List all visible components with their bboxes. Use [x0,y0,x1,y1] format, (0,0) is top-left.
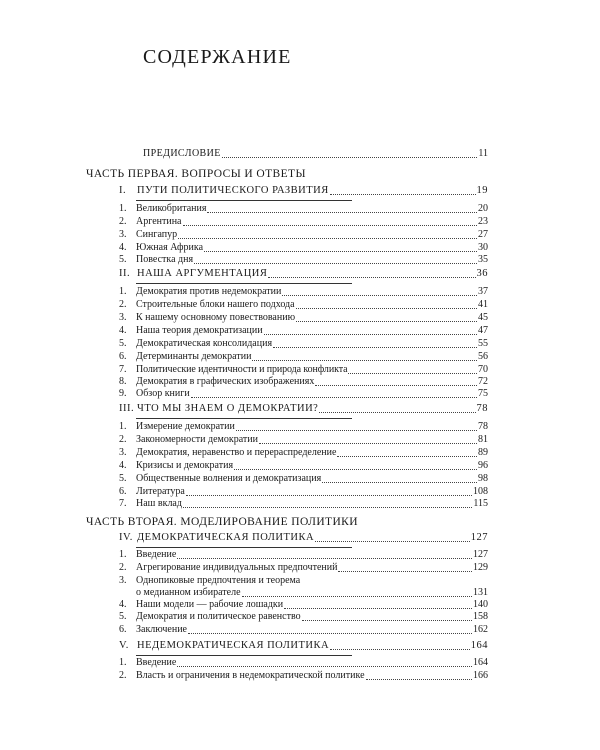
entry-number: 3. [119,447,127,458]
toc-entry[interactable] [119,447,488,459]
entry-label: Сингапур [136,229,178,240]
dot-leader [338,570,472,572]
dot-leader [234,468,477,470]
dot-leader [315,540,470,542]
toc-entry[interactable] [119,486,488,498]
toc-entry[interactable] [119,351,488,363]
dot-leader [284,607,472,609]
entry-page: 35 [478,254,488,265]
dot-leader [177,557,472,559]
entry-label: Политические идентичности и природа конфликта [136,364,348,375]
entry-number: 3. [119,229,127,240]
entry-label-line1: Однопиковые предпочтения и теорема [136,575,301,586]
entry-number: 1. [119,203,127,214]
entry-number: 2. [119,299,127,310]
toc-entry[interactable] [119,216,488,228]
entry-label: Власть и ограничения в недемократической политике [136,670,365,681]
toc-chapter-5[interactable] [119,640,488,652]
entry-page: 140 [473,599,488,610]
toc-entry[interactable] [119,460,488,472]
entry-page: 55 [478,338,488,349]
toc-entry[interactable] [119,312,488,324]
part-title: ЧАСТЬ ВТОРАЯ. МОДЕЛИРОВАНИЕ ПОЛИТИКИ [86,516,358,528]
chapter-page: 127 [470,532,488,543]
dot-leader [302,619,472,621]
chapter-number: III. [119,403,135,414]
toc-chapter-3[interactable] [119,403,488,415]
entry-label: Наш вклад [136,498,182,509]
dot-leader [282,294,477,296]
toc-chapter-2[interactable] [119,268,488,280]
entry-number: 7. [119,498,127,509]
dot-leader [319,411,475,413]
chapter-label: ПУТИ ПОЛИТИЧЕСКОГО РАЗВИТИЯ [137,185,329,196]
dot-leader [366,678,472,680]
toc-entry[interactable] [119,364,488,376]
toc-entry[interactable] [119,434,488,446]
entry-page: 158 [473,611,488,622]
entry-page: 129 [473,562,488,573]
toc-chapter-1[interactable] [119,185,488,197]
dot-leader [348,372,477,374]
toc-entry[interactable] [119,376,488,388]
entry-page: 96 [478,460,488,471]
entry-number: 3. [119,312,127,323]
entry-number: 1. [119,549,127,560]
entry-page: 98 [478,473,488,484]
dot-leader [273,346,477,348]
entry-label: Заключение [136,624,187,635]
toc-entry[interactable] [119,203,488,215]
entry-page: 115 [473,498,488,509]
entry-number: 4. [119,242,127,253]
entry-label: Аргентина [136,216,182,227]
entry-label: Наша теория демократизации [136,325,263,336]
entry-page: 47 [478,325,488,336]
dot-leader [259,442,477,444]
entry-page: 162 [473,624,488,635]
entry-number: 5. [119,254,127,265]
chapter-number: I. [119,185,127,196]
entry-number: 1. [119,657,127,668]
dot-leader [330,193,476,195]
dot-leader [330,648,470,650]
entry-page: 164 [473,657,488,668]
toc-entry[interactable] [119,611,488,623]
entry-number: 6. [119,351,127,362]
entry-number: 9. [119,388,127,399]
entry-page: 131 [473,587,488,598]
entry-page: 11 [478,148,488,159]
page-title: СОДЕРЖАНИЕ [143,46,292,68]
entry-label: К нашему основному повествованию [136,312,296,323]
entry-label: ПРЕДИСЛОВИЕ [143,148,221,159]
chapter-page: 78 [476,403,488,414]
toc-entry[interactable] [119,562,488,574]
dot-leader [322,481,477,483]
chapter-label: НАША АРГУМЕНТАЦИЯ [137,268,268,279]
dot-leader [337,455,477,457]
entry-number: 3. [119,575,127,586]
dot-leader [268,276,475,278]
entry-page: 81 [478,434,488,445]
chapter-rule [136,283,352,284]
toc-entry[interactable] [119,338,488,350]
chapter-rule [136,547,352,548]
dot-leader [315,384,477,386]
toc-entry[interactable] [119,599,488,611]
entry-page: 89 [478,447,488,458]
toc-entry[interactable] [119,549,488,561]
dot-leader [178,237,477,239]
toc-entry[interactable] [119,670,488,682]
dot-leader [222,156,478,158]
dot-leader [191,396,477,398]
toc-entry[interactable] [119,229,488,241]
entry-label: Демократия и политическое равенство [136,611,301,622]
toc-entry[interactable] [119,624,488,636]
entry-number: 8. [119,376,127,387]
entry-label: Строительные блоки нашего подхода [136,299,295,310]
entry-label: Демократия в графических изображениях [136,376,315,387]
dot-leader [242,595,472,597]
toc-entry[interactable] [119,388,488,400]
entry-number: 5. [119,338,127,349]
toc-entry-line1 [119,575,300,587]
entry-number: 2. [119,562,127,573]
dot-leader [296,307,477,309]
entry-label: Обзор книги [136,388,190,399]
entry-label: Демократия, неравенство и перераспределение [136,447,337,458]
entry-page: 78 [478,421,488,432]
dot-leader [188,632,472,634]
entry-label: Южная Африка [136,242,204,253]
toc-entry[interactable] [119,286,488,298]
entry-page: 30 [478,242,488,253]
toc-entry[interactable] [119,299,488,311]
entry-label: Введение [136,549,177,560]
dot-leader [264,333,477,335]
dot-leader [252,359,477,361]
entry-label: Общественные волнения и демократизация [136,473,322,484]
entry-number: 7. [119,364,127,375]
entry-number: 4. [119,325,127,336]
entry-page: 37 [478,286,488,297]
entry-page: 70 [478,364,488,375]
entry-label: Наши модели — рабочие лошадки [136,599,284,610]
entry-label: Повестка дня [136,254,194,265]
entry-label: Введение [136,657,177,668]
entry-page: 41 [478,299,488,310]
entry-number: 6. [119,624,127,635]
entry-number: 5. [119,473,127,484]
toc-entry[interactable] [119,325,488,337]
entry-number: 1. [119,286,127,297]
chapter-label: ЧТО МЫ ЗНАЕМ О ДЕМОКРАТИИ? [137,403,319,414]
toc-entry[interactable] [119,242,488,254]
toc-entry[interactable] [119,473,488,485]
chapter-label: НЕДЕМОКРАТИЧЕСКАЯ ПОЛИТИКА [137,640,330,651]
entry-number: 6. [119,486,127,497]
dot-leader [183,224,478,226]
chapter-rule [136,655,352,656]
dot-leader [177,665,472,667]
entry-number: 2. [119,434,127,445]
entry-page: 75 [478,388,488,399]
chapter-number: V. [119,640,129,651]
entry-label: Агрегирование индивидуальных предпочтений [136,562,338,573]
toc-entry[interactable] [119,498,488,510]
entry-page: 72 [478,376,488,387]
part-title: ЧАСТЬ ПЕРВАЯ. ВОПРОСЫ И ОТВЕТЫ [86,168,306,180]
entry-page: 56 [478,351,488,362]
chapter-page: 36 [476,268,488,279]
entry-number: 2. [119,216,127,227]
entry-page: 27 [478,229,488,240]
entry-page: 127 [473,549,488,560]
toc-entry-preface[interactable] [143,148,488,160]
entry-number: 2. [119,670,127,681]
entry-page: 45 [478,312,488,323]
chapter-number: IV. [119,532,133,543]
chapter-number: II. [119,268,131,279]
toc-entry[interactable] [119,254,488,266]
dot-leader [296,320,477,322]
entry-number: 1. [119,421,127,432]
entry-page: 23 [478,216,488,227]
dot-leader [207,211,477,213]
entry-label: Детерминанты демократии [136,351,252,362]
dot-leader [183,506,472,508]
dot-leader [204,250,477,252]
entry-label: о медианном избирателе [136,587,241,598]
dot-leader [194,262,477,264]
entry-page: 20 [478,203,488,214]
entry-label: Кризисы и демократия [136,460,234,471]
toc-chapter-4[interactable] [119,532,488,544]
entry-label: Демократическая консолидация [136,338,273,349]
toc-entry[interactable] [119,657,488,669]
entry-number: 4. [119,599,127,610]
entry-number: 4. [119,460,127,471]
chapter-rule [136,200,352,201]
chapter-rule [136,418,352,419]
chapter-page: 19 [476,185,488,196]
entry-label: Измерение демократии [136,421,235,432]
entry-label: Демократия против недемократии [136,286,282,297]
entry-number: 5. [119,611,127,622]
entry-page: 108 [473,486,488,497]
entry-label: Великобритания [136,203,207,214]
dot-leader [236,429,477,431]
entry-page: 166 [473,670,488,681]
toc-entry[interactable] [136,587,488,599]
dot-leader [186,494,472,496]
toc-entry[interactable] [119,421,488,433]
entry-label: Закономерности демократии [136,434,258,445]
chapter-page: 164 [470,640,488,651]
entry-label: Литература [136,486,185,497]
chapter-label: ДЕМОКРАТИЧЕСКАЯ ПОЛИТИКА [137,532,315,543]
